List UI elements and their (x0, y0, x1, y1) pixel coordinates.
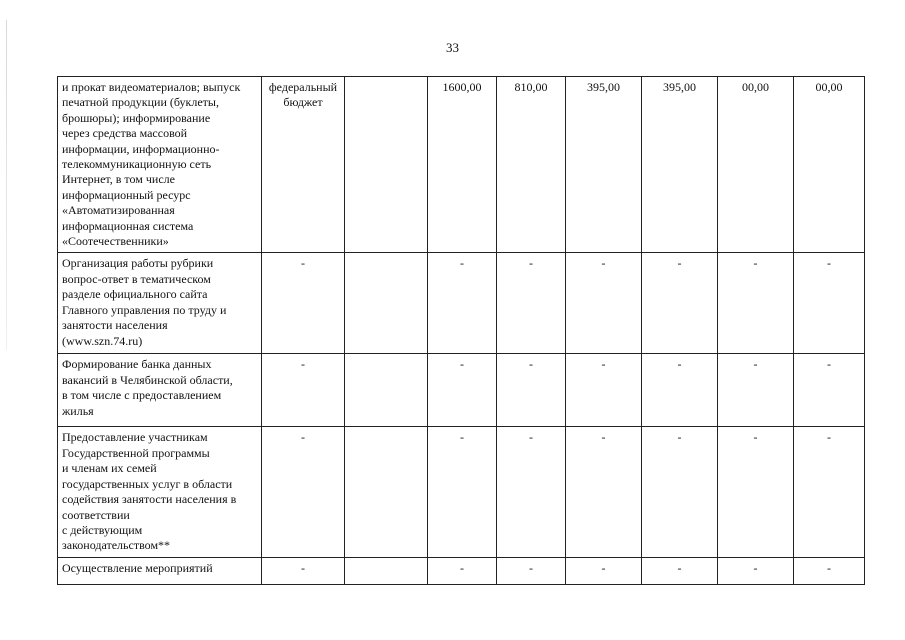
value-cell: - (497, 557, 566, 584)
value-cell: - (718, 354, 794, 427)
activity-description: и прокат видеоматериалов; выпуск печатной продукции (буклеты, брошюры); информирование через средства массовой информации, информационно- телекоммуникационную сеть Интернет, в том числе информационный ресурс «Автоматизированная информационная система «Соотечественники» (58, 77, 262, 253)
table-row (58, 77, 865, 253)
value-cell: - (497, 427, 566, 557)
funding-source-cell: - (262, 354, 345, 427)
activity-description: Осуществление мероприятий (58, 557, 262, 584)
value-cell: - (718, 253, 794, 354)
program-activities-table (57, 76, 865, 585)
scan-edge-artifact (6, 20, 7, 350)
empty-cell (345, 77, 428, 253)
value-cell: 00,00 (794, 77, 865, 253)
value-cell: - (497, 354, 566, 427)
value-cell: - (718, 427, 794, 557)
funding-source-cell: - (262, 427, 345, 557)
value-cell: - (428, 557, 497, 584)
value-cell: - (718, 557, 794, 584)
value-cell: 00,00 (718, 77, 794, 253)
value-cell: - (566, 557, 642, 584)
value-cell: - (642, 354, 718, 427)
value-cell: - (497, 253, 566, 354)
value-cell: - (428, 253, 497, 354)
value-cell: 395,00 (566, 77, 642, 253)
table-row (58, 253, 865, 354)
value-cell: 810,00 (497, 77, 566, 253)
empty-cell (345, 253, 428, 354)
value-cell: - (566, 253, 642, 354)
value-cell: - (566, 354, 642, 427)
table-row (58, 354, 865, 427)
activity-description: Организация работы рубрики вопрос-ответ в тематическом разделе официального сайта Главного управления по труду и занятости населения (www.szn.74.ru) (58, 253, 262, 354)
value-cell: 395,00 (642, 77, 718, 253)
value-cell: - (794, 253, 865, 354)
table-row (58, 557, 865, 584)
value-cell: - (642, 427, 718, 557)
value-cell: - (794, 354, 865, 427)
activity-description: Формирование банка данных вакансий в Челябинской области, в том числе с предоставлением жилья (58, 354, 262, 427)
funding-source-cell: федеральный бюджет (262, 77, 345, 253)
value-cell: - (794, 557, 865, 584)
value-cell: - (642, 253, 718, 354)
empty-cell (345, 427, 428, 557)
funding-source-cell: - (262, 557, 345, 584)
value-cell: - (794, 427, 865, 557)
value-cell: - (642, 557, 718, 584)
activity-description: Предоставление участникам Государственной программы и членам их семей государственных услуг в области содействия занятости населения в соответствии с действующим законодательством** (58, 427, 262, 557)
table-row (58, 427, 865, 557)
empty-cell (345, 557, 428, 584)
funding-source-cell: - (262, 253, 345, 354)
value-cell: - (428, 427, 497, 557)
value-cell: - (428, 354, 497, 427)
page-number: 33 (446, 40, 459, 55)
value-cell: - (566, 427, 642, 557)
empty-cell (345, 354, 428, 427)
value-cell: 1600,00 (428, 77, 497, 253)
